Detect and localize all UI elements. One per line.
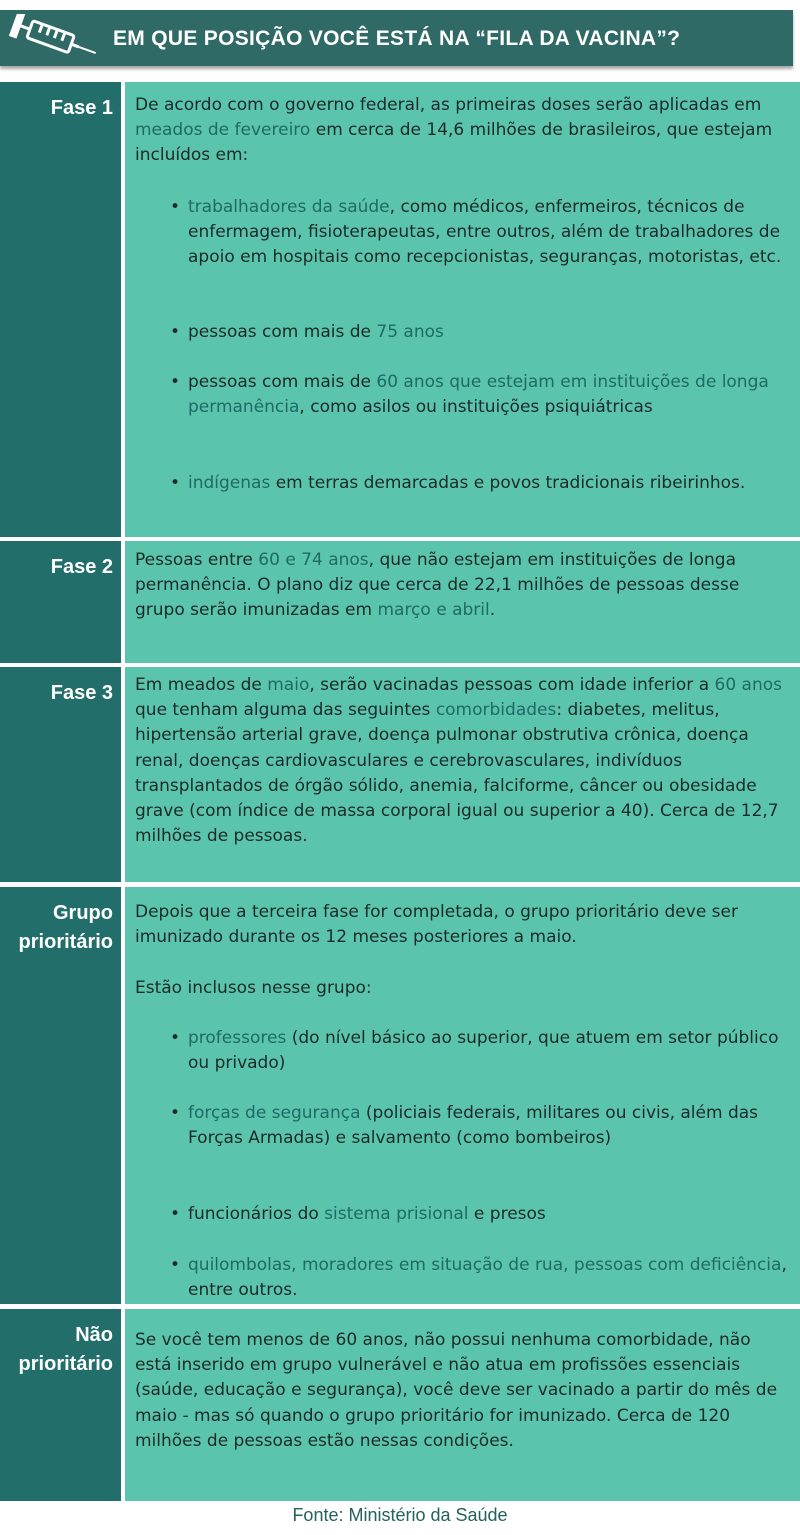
list-item: • funcionários do sistema prisional e presos bbox=[170, 1204, 546, 1224]
list-item: • pessoas com mais de 75 anos bbox=[170, 322, 444, 342]
page-title: EM QUE POSIÇÃO VOCÊ ESTÁ NA “FILA DA VACINA”? bbox=[113, 27, 681, 50]
phase-label-cell bbox=[0, 82, 121, 537]
list-item: • trabalhadores da saúde, como médicos, enfermeiros, técnicos de enfermagem, fisioterapeutas, entre outros, além de trabalhadores de apoio em hospitais como recepcionistas, seguranças, motoristas, etc. bbox=[170, 197, 782, 268]
source-footer: Fonte: Ministério da Saúde bbox=[292, 1505, 508, 1525]
syringe-icon bbox=[8, 14, 100, 64]
list-item: • pessoas com mais de 60 anos que estejam em instituições de longa permanência, como asilos ou instituições psiquiátricas bbox=[170, 372, 769, 418]
phase-label: Grupo prioritário bbox=[18, 902, 113, 953]
phase-paragraph: Em meados de maio, serão vacinadas pessoas com idade inferior a 60 anos que tenham alguma das seguintes comorbidades: diabetes, melitus, hipertensão arterial grave, doença pulmonar obstrutiva crônica, doença renal, doenças cardiovasculares e cerebrovasculares, indivíduos transplantados de órgão sólido, anemia, falciforme, câncer ou obesidade grave (com índice de massa corporal igual ou superior a 40). Cerca de 12,7 milhões de pessoas. bbox=[135, 675, 783, 847]
list-item: • professores (do nível básico ao superior, que atuem em setor público ou privado) bbox=[170, 1028, 779, 1074]
list-item: • quilombolas, moradores em situação de rua, pessoas com deficiência, entre outros. bbox=[170, 1255, 787, 1301]
phase-label-cell bbox=[0, 541, 121, 663]
phase-label-cell bbox=[0, 887, 121, 1304]
phase-label: Não prioritário bbox=[18, 1324, 113, 1375]
phase-paragraph: Se você tem menos de 60 anos, não possui nenhuma comorbidade, não está inserido em grupo vulnerável e não atua em profissões essenciais (saúde, educação e segurança), você deve ser vacinado a partir do mês de maio - mas só quando o grupo prioritário for imunizado. Cerca de 120 milhões de pessoas estão nessas condições. bbox=[135, 1330, 778, 1451]
phase-row-fase-2 bbox=[0, 541, 800, 663]
list-item: • indígenas em terras demarcadas e povos tradicionais ribeirinhos. bbox=[170, 473, 746, 493]
phase-row-grupo-prioritario bbox=[0, 887, 800, 1304]
phase-row-nao-prioritario bbox=[0, 1309, 800, 1501]
phase-label: Fase 1 bbox=[50, 97, 113, 119]
phase-content bbox=[125, 887, 800, 1304]
phase-row-fase-1 bbox=[0, 82, 800, 537]
phase-paragraph: Depois que a terceira fase for completada, o grupo prioritário deve ser imunizado durante os 12 meses posteriores a maio. bbox=[135, 902, 738, 948]
phase-label: Fase 2 bbox=[50, 556, 113, 578]
phase-label-cell bbox=[0, 667, 121, 882]
phase-content bbox=[125, 1309, 800, 1501]
list-item: • forças de segurança (policiais federais, militares ou civis, além das Forças Armadas) e salvamento (como bombeiros) bbox=[170, 1103, 759, 1149]
phase-paragraph: Pessoas entre 60 e 74 anos, que não estejam em instituições de longa permanência. O plano diz que cerca de 22,1 milhões de pessoas desse grupo serão imunizadas em março e abril. bbox=[135, 550, 740, 621]
phase-row-fase-3 bbox=[0, 667, 800, 882]
phase-content bbox=[125, 541, 800, 663]
phase-label: Fase 3 bbox=[50, 682, 113, 704]
phase-content bbox=[125, 667, 800, 882]
phase-paragraph: Estão inclusos nesse grupo: bbox=[135, 978, 372, 998]
phase-paragraph: De acordo com o governo federal, as primeiras doses serão aplicadas em meados de fevereiro em cerca de 14,6 milhões de brasileiros, que estejam incluídos em: bbox=[135, 95, 773, 166]
header-banner bbox=[0, 10, 793, 66]
phase-label-cell bbox=[0, 1309, 121, 1501]
phase-content bbox=[125, 82, 800, 537]
